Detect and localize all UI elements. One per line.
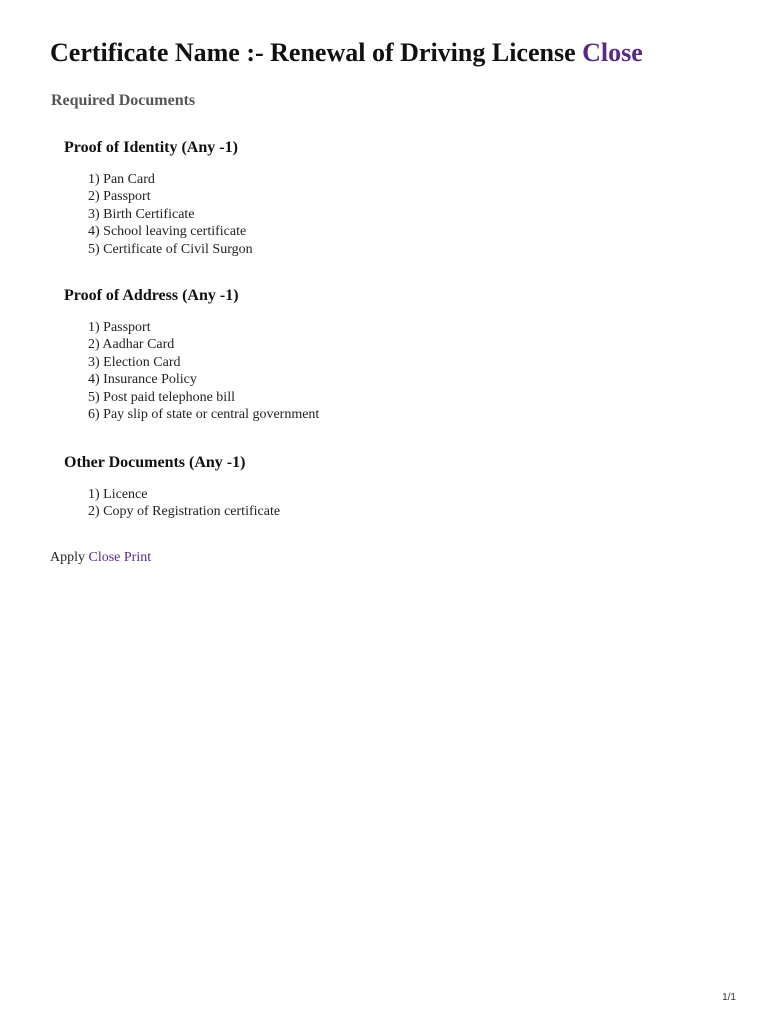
list-item: 3) Election Card <box>88 354 181 370</box>
page-number: 1/1 <box>722 992 736 1003</box>
close-link[interactable]: Close <box>88 550 121 565</box>
apply-text: Apply <box>50 550 85 565</box>
list-item: 6) Pay slip of state or central government <box>88 407 320 423</box>
proof-of-identity-section <box>64 138 253 258</box>
other-document-list <box>88 486 280 521</box>
list-item: 1) Passport <box>88 320 151 335</box>
list-item: 5) Post paid telephone bill <box>88 389 235 405</box>
footer-actions <box>50 549 151 567</box>
print-link[interactable]: Print <box>123 550 152 565</box>
list-item: 5) Certificate of Civil Surgon <box>88 241 253 257</box>
list-item: 2) Copy of Registration certificate <box>88 504 281 520</box>
group-title-address: Proof of Address (Any -1) <box>64 287 239 304</box>
list-item: 2) Aadhar Card <box>88 337 175 353</box>
page-title <box>50 36 643 70</box>
list-item: 3) Birth Certificate <box>88 206 195 222</box>
list-item: 2) Passport <box>88 189 151 205</box>
group-title-identity: Proof of Identity (Any -1) <box>64 139 238 156</box>
address-document-list <box>88 319 319 423</box>
list-item: 4) School leaving certificate <box>88 224 247 240</box>
list-item: 4) Insurance Policy <box>88 372 197 388</box>
list-item: 1) Licence <box>88 487 148 502</box>
required-documents-heading: Required Documents <box>51 92 196 109</box>
group-title-other: Other Documents (Any -1) <box>64 454 246 471</box>
identity-document-list <box>88 171 253 258</box>
proof-of-address-section <box>64 286 319 423</box>
title-text: Certificate Name :- Renewal of Driving License <box>50 38 576 67</box>
other-documents-section <box>64 453 280 521</box>
list-item: 1) Pan Card <box>88 172 155 187</box>
title-close-link[interactable]: Close <box>582 38 643 67</box>
